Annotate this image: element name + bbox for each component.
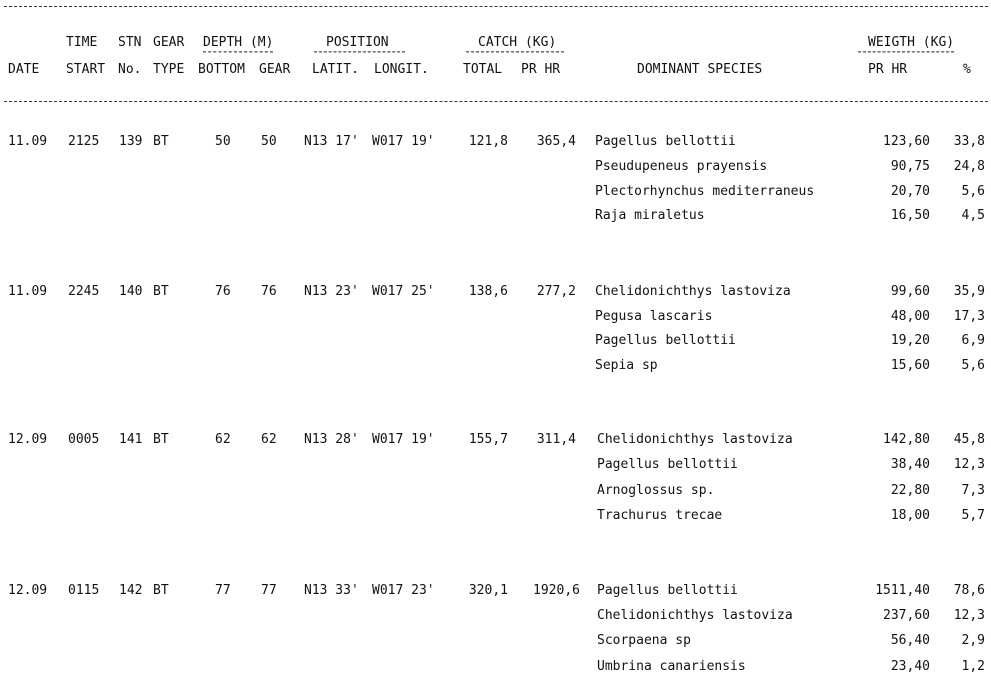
species-name: Pagellus bellottii (595, 332, 736, 349)
species-percent: 6,9 (961, 332, 985, 349)
species-weight: 237,60 (883, 607, 930, 624)
species-weight: 23,40 (890, 658, 930, 675)
station-catch-prhr: 277,2 (536, 283, 576, 300)
station-date: 11.09 (8, 133, 48, 150)
species-weight: 56,40 (890, 632, 930, 649)
species-weight: 123,60 (883, 133, 930, 150)
header-time: TIME (66, 34, 98, 51)
species-name: Chelidonichthys lastoviza (597, 431, 793, 448)
station-gear-type: BT (153, 133, 169, 150)
header-position: POSITION (314, 35, 405, 53)
station-time: 2125 (68, 133, 100, 150)
station-time: 0005 (68, 431, 100, 448)
species-weight: 22,80 (890, 482, 930, 499)
species-weight: 18,00 (890, 507, 930, 524)
header-latit: LATIT. (312, 61, 359, 78)
species-name: Pegusa lascaris (595, 308, 713, 325)
species-percent: 78,6 (953, 582, 985, 599)
station-number: 142 (119, 582, 143, 599)
station-gear-type: BT (153, 582, 169, 599)
station-date: 11.09 (8, 283, 48, 300)
station-catch-total: 320,1 (468, 582, 508, 599)
species-name: Pseudupeneus prayensis (595, 158, 768, 175)
station-catch-total: 155,7 (468, 431, 508, 448)
header-prhr: PR HR (521, 61, 561, 78)
station-latitude: N13 33' (304, 582, 359, 599)
species-name: Pagellus bellottii (595, 133, 736, 150)
top-dashed-rule (4, 6, 988, 7)
species-name: Pagellus bellottii (597, 456, 738, 473)
header-weight: WEIGTH (KG) (858, 35, 954, 53)
species-percent: 5,7 (961, 507, 985, 524)
species-weight: 90,75 (890, 158, 930, 175)
header-gear-depth: GEAR (259, 61, 291, 78)
species-percent: 24,8 (953, 158, 985, 175)
station-latitude: N13 23' (304, 283, 359, 300)
station-longitude: W017 19' (372, 133, 435, 150)
station-bottom-depth: 77 (215, 582, 231, 599)
species-percent: 2,9 (961, 632, 985, 649)
station-latitude: N13 28' (304, 431, 359, 448)
station-catch-total: 121,8 (468, 133, 508, 150)
species-percent: 5,6 (961, 183, 985, 200)
species-weight: 16,50 (890, 207, 930, 224)
station-gear-depth: 76 (261, 283, 277, 300)
header-longit: LONGIT. (374, 61, 429, 78)
species-percent: 33,8 (953, 133, 985, 150)
species-percent: 7,3 (961, 482, 985, 499)
station-catch-prhr: 365,4 (536, 133, 576, 150)
station-time: 0115 (68, 582, 100, 599)
header-percent: % (963, 61, 971, 78)
station-time: 2245 (68, 283, 100, 300)
header-weight-prhr: PR HR (868, 61, 908, 78)
header-dashed-rule (4, 101, 988, 102)
station-gear-depth: 77 (261, 582, 277, 599)
species-weight: 48,00 (890, 308, 930, 325)
species-percent: 12,3 (953, 456, 985, 473)
header-gear: GEAR (153, 34, 185, 51)
station-gear-type: BT (153, 431, 169, 448)
species-percent: 35,9 (953, 283, 985, 300)
header-start: START (66, 61, 106, 78)
station-number: 141 (119, 431, 143, 448)
header-dominant-species: DOMINANT SPECIES (637, 61, 763, 78)
station-date: 12.09 (8, 582, 48, 599)
station-gear-depth: 50 (261, 133, 277, 150)
station-bottom-depth: 62 (215, 431, 231, 448)
header-stn: STN (118, 34, 142, 51)
species-name: Arnoglossus sp. (597, 482, 715, 499)
header-catch: CATCH (KG) (466, 35, 564, 53)
species-percent: 45,8 (953, 431, 985, 448)
species-weight: 20,70 (890, 183, 930, 200)
station-bottom-depth: 50 (215, 133, 231, 150)
header-date: DATE (8, 61, 40, 78)
species-percent: 1,2 (961, 658, 985, 675)
station-catch-prhr: 1920,6 (533, 582, 580, 599)
species-weight: 99,60 (890, 283, 930, 300)
species-name: Scorpaena sp (597, 632, 691, 649)
species-weight: 38,40 (890, 456, 930, 473)
species-percent: 4,5 (961, 207, 985, 224)
species-name: Chelidonichthys lastoviza (597, 607, 793, 624)
station-gear-type: BT (153, 283, 169, 300)
station-date: 12.09 (8, 431, 48, 448)
species-name: Pagellus bellottii (597, 582, 738, 599)
station-longitude: W017 19' (372, 431, 435, 448)
species-name: Sepia sp (595, 357, 658, 374)
species-percent: 5,6 (961, 357, 985, 374)
species-percent: 12,3 (953, 607, 985, 624)
species-weight: 19,20 (890, 332, 930, 349)
header-depth: DEPTH (M) (203, 35, 273, 53)
station-catch-prhr: 311,4 (536, 431, 576, 448)
station-number: 140 (119, 283, 143, 300)
header-type: TYPE (153, 61, 185, 78)
station-latitude: N13 17' (304, 133, 359, 150)
species-name: Trachurus trecae (597, 507, 723, 524)
station-gear-depth: 62 (261, 431, 277, 448)
species-weight: 142,80 (883, 431, 930, 448)
station-bottom-depth: 76 (215, 283, 231, 300)
species-weight: 1511,40 (875, 582, 930, 599)
species-name: Plectorhynchus mediterraneus (595, 183, 815, 200)
header-no: No. (118, 61, 142, 78)
header-bottom: BOTTOM (198, 61, 245, 78)
station-longitude: W017 25' (372, 283, 435, 300)
header-total: TOTAL (463, 61, 503, 78)
species-name: Chelidonichthys lastoviza (595, 283, 791, 300)
station-number: 139 (119, 133, 143, 150)
species-percent: 17,3 (953, 308, 985, 325)
species-weight: 15,60 (890, 357, 930, 374)
species-name: Raja miraletus (595, 207, 705, 224)
station-catch-total: 138,6 (468, 283, 508, 300)
species-name: Umbrina canariensis (597, 658, 746, 675)
station-longitude: W017 23' (372, 582, 435, 599)
